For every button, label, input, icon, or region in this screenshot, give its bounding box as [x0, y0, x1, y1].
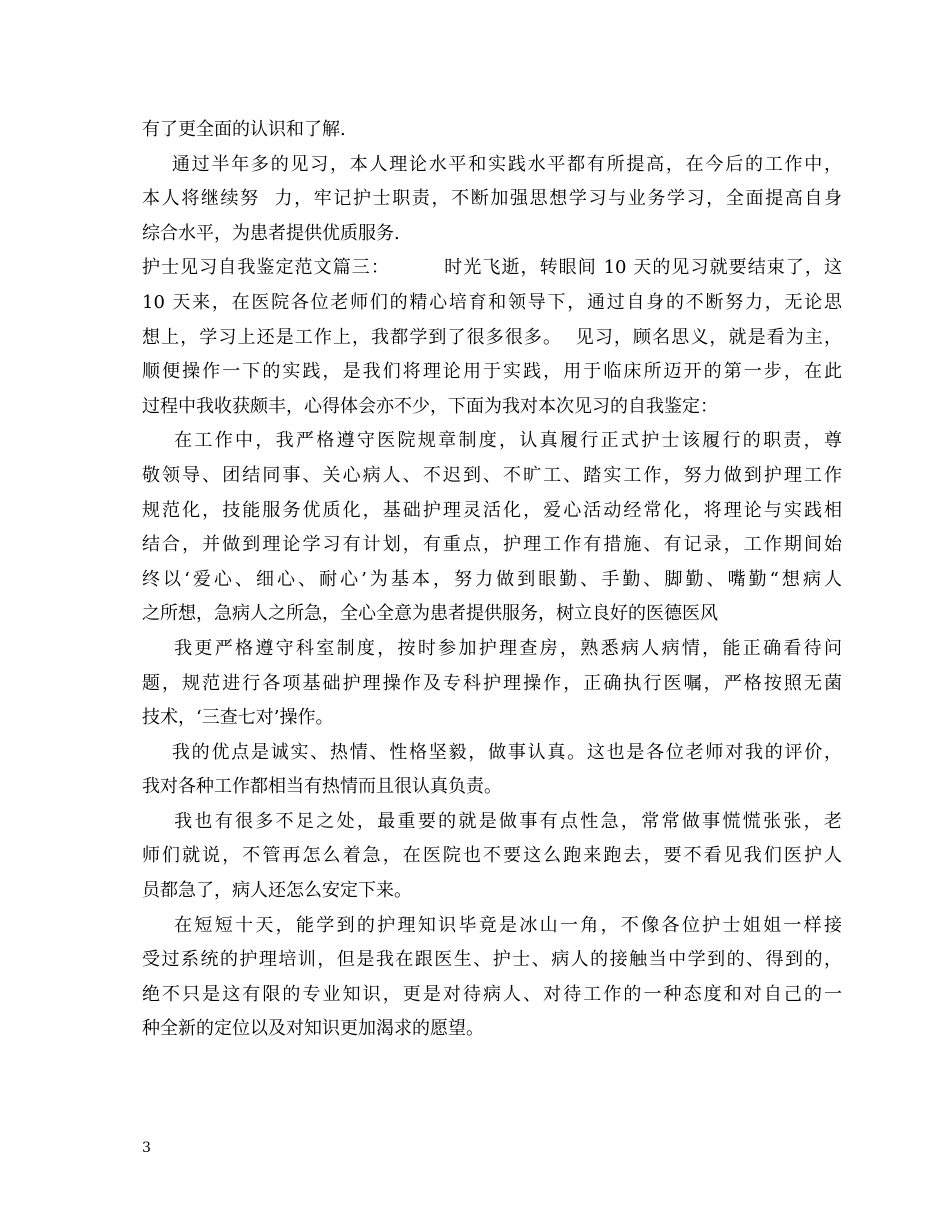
text-line: 规范化，技能服务优质化，基础护理灵活化，爱心活动经常化，将理论与实践相	[142, 499, 842, 521]
text-line: 我的优点是诚实、热情、性格坚毅，做事认真。这也是各位老师对我的评价，	[142, 741, 842, 763]
text-line: 员都急了，病人还怎么安定下来。	[142, 880, 412, 902]
text-line: 结合，并做到理论学习有计划，有重点，护理工作有措施、有记录，工作期间始	[142, 534, 842, 556]
text-line: 技术，‘三查七对’操作。	[142, 707, 334, 729]
text-line: 我更严格遵守科室制度，按时参加护理查房，熟悉病人病情，能正确看待问	[142, 637, 842, 659]
text-line: 护士见习自我鉴定范文篇三： 时光飞逝，转眼间 10 天的见习就要结束了，这	[142, 257, 842, 279]
text-line: 师们就说，不管再怎么着急，在医院也不要这么跑来跑去，要不看见我们医护人	[142, 845, 842, 867]
page-number: 3	[142, 1140, 151, 1156]
text-line: 综合水平，为患者提供优质服务.	[142, 222, 400, 244]
text-line: 想上，学习上还是工作上，我都学到了很多很多。 见习，顾名思义，就是看为主，	[142, 326, 842, 348]
text-line: 受过系统的护理培训，但是我在跟医生、护士、病人的接触当中学到的、得到的，	[142, 949, 842, 971]
text-line: 在工作中，我严格遵守医院规章制度，认真履行正式护士该履行的职责，尊	[142, 430, 842, 452]
text-line: 我也有很多不足之处，最重要的就是做事有点性急，常常做事慌慌张张，老	[142, 810, 842, 832]
text-line: 我对各种工作都相当有热情而且很认真负责。	[142, 776, 502, 798]
text-line: 本人将继续努 力，牢记护士职责，不断加强思想学习与业务学习，全面提高自身	[142, 188, 842, 210]
text-line: 顺便操作一下的实践，是我们将理论用于实践，用于临床所迈开的第一步，在此	[142, 361, 842, 383]
text-line: 终以‘爱心、细心、耐心’为基本，努力做到眼勤、手勤、脚勤、嘴勤“想病人	[142, 568, 842, 590]
text-line: 有了更全面的认识和了解.	[142, 119, 346, 140]
text-line: 题，规范进行各项基础护理操作及专科护理操作，正确执行医嘱，严格按照无菌	[142, 672, 842, 694]
text-line: 通过半年多的见习，本人理论水平和实践水平都有所提高，在今后的工作中，	[142, 153, 842, 175]
document-body	[142, 113, 842, 1047]
text-line: 过程中我收获颇丰，心得体会亦不少，下面为我对本次见习的自我鉴定：	[142, 395, 718, 417]
text-line: 种全新的定位以及对知识更加渴求的愿望。	[142, 1018, 484, 1040]
text-line: 在短短十天，能学到的护理知识毕竟是冰山一角，不像各位护士姐姐一样接	[142, 914, 842, 936]
text-line: 敬领导、团结同事、关心病人、不迟到、不旷工、踏实工作，努力做到护理工作	[142, 464, 842, 486]
text-line: 10 天来，在医院各位老师们的精心培育和领导下，通过自身的不断努力，无论思	[142, 291, 842, 313]
text-line: 绝不只是这有限的专业知识，更是对待病人、对待工作的一种态度和对自己的一	[142, 983, 842, 1005]
text-line: 之所想，急病人之所急，全心全意为患者提供服务，树立良好的医德医风	[142, 603, 718, 625]
